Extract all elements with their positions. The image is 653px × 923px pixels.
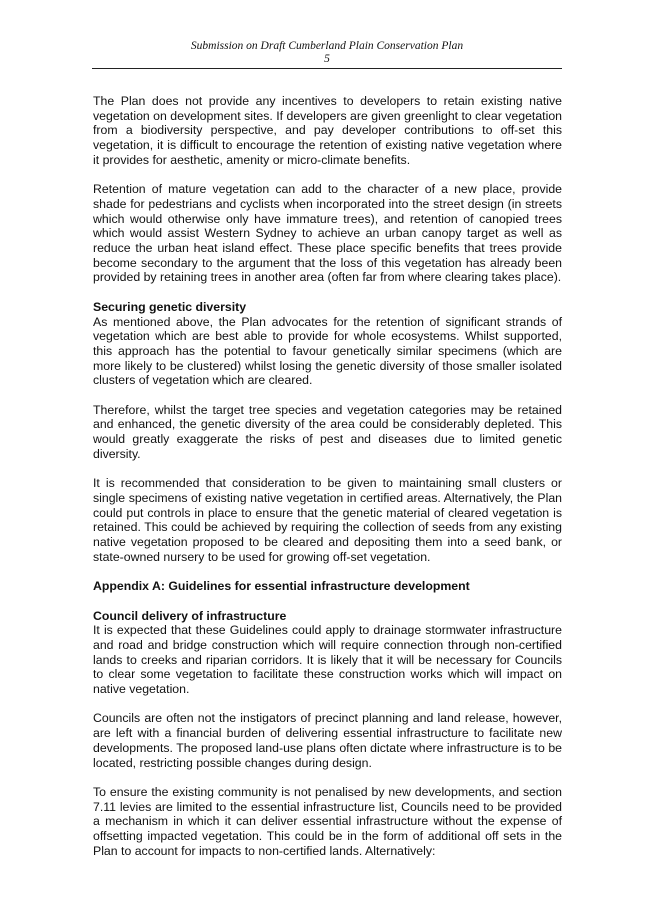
document-title: Submission on Draft Cumberland Plain Conservation Plan bbox=[190, 40, 464, 52]
paragraph-financial-burden: Councils are often not the instigators of precinct planning and land release, however, are left with a financial burden of delivering essential infrastructure to facilitate new developments. The proposed land-use plans often dictate where infrastructure is to be located, restricting possible changes during design. bbox=[93, 711, 562, 770]
paragraph-guidelines-apply: It is expected that these Guidelines could apply to drainage stormwater infrastructure and road and bridge construction which will require connection through non-certified lands to creeks and riparian corridors. It is likely that it will be necessary for Councils to clear some vegetation to facilitate these construction works which will impact on native vegetation. bbox=[93, 623, 562, 697]
page-number: 5 bbox=[324, 53, 330, 65]
heading-council-delivery: Council delivery of infrastructure bbox=[93, 608, 287, 623]
paragraph-incentives: The Plan does not provide any incentives to developers to retain existing native vegetation on development sites. If developers are given greenlight to clear vegetation from a biodiversity perspective, and pay developer contributions to off-set this vegetation, it is difficult to encourage the retention of existing native vegetation where it provides for aesthetic, amenity or micro-climate benefits. bbox=[93, 94, 562, 167]
heading-appendix-a: Appendix A: Guidelines for essential infrastructure development bbox=[93, 579, 470, 594]
header-divider bbox=[92, 68, 562, 69]
paragraph-mature-vegetation: Retention of mature vegetation can add to the character of a new place, provide shade for pedestrians and cyclists when incorporated into the street design (in streets which would otherwise only have immature trees), and retention of canopied trees which would assist Western Sydney to achieve an urban canopy target as well as reduce the urban heat island effect. These place specific benefits that trees provide become secondary to the argument that the loss of this vegetation has already been provided by retaining trees in another area (often far from where clearing takes place). bbox=[93, 182, 562, 285]
paragraph-genetic-depletion: Therefore, whilst the target tree species and vegetation categories may be retained and enhanced, the genetic diversity of the area could be considerably depleted. This would greatly exaggerate the risks of pest and diseases due to limited genetic diversity. bbox=[93, 402, 562, 461]
paragraph-levies: To ensure the existing community is not penalised by new developments, and section 7.11 levies are limited to the essential infrastructure list, Councils need to be provided a mechanism in which it can deliver essential infrastructure without the expense of offsetting impacted vegetation. This could be in the form of additional off sets in the Plan to account for impacts to non-certified lands. Alternatively: bbox=[93, 784, 562, 858]
document-body bbox=[93, 94, 562, 873]
page-header bbox=[92, 40, 562, 66]
heading-genetic-diversity: Securing genetic diversity bbox=[93, 299, 247, 314]
paragraph-retention-strands: As mentioned above, the Plan advocates for the retention of significant strands of vegetation which are best able to provide for whole ecosystems. Whilst supported, this approach has the potential to favour genetically similar specimens (which are more likely to be clustered) whilst losing the genetic diversity of those smaller isolated clusters of vegetation which are cleared. bbox=[93, 314, 562, 388]
paragraph-recommendation: It is recommended that consideration to be given to maintaining small clusters or single specimens of existing native vegetation in certified areas. Alternatively, the Plan could put controls in place to ensure that the genetic material of cleared vegetation is retained. This could be achieved by requiring the collection of seeds from any existing native vegetation proposed to be cleared and depositing them into a seed bank, or state-owned nursery to be used for growing off-set vegetation. bbox=[93, 476, 562, 564]
